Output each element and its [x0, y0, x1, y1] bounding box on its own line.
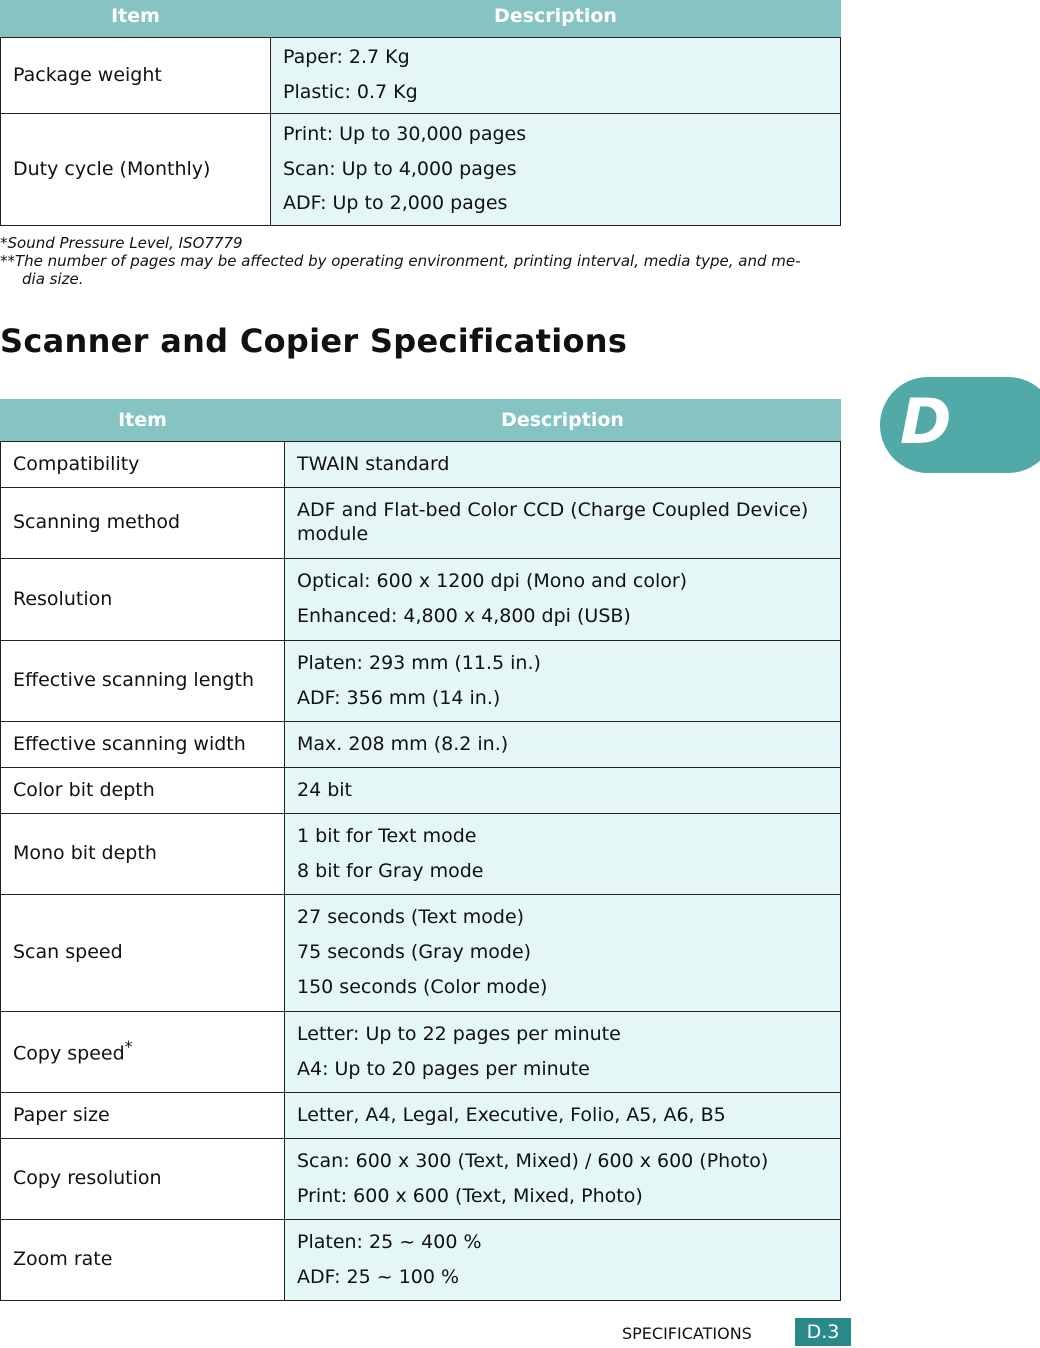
description-line: TWAIN standard: [297, 452, 450, 475]
table-row: [1, 814, 841, 895]
row-item-label: Zoom rate: [1, 1220, 285, 1301]
table-row: [1, 1220, 841, 1301]
header-item: Item: [1, 400, 285, 442]
row-item-label: Resolution: [1, 559, 285, 641]
footer-section-label: [622, 1324, 752, 1343]
table-row: [1, 1012, 841, 1093]
table-row: [1, 1139, 841, 1220]
description-line: Print: Up to 30,000 pages: [283, 122, 527, 145]
row-description: [285, 641, 841, 722]
header-description: Description: [271, 0, 841, 38]
description-line: Platen: 25 ~ 400 %: [297, 1230, 482, 1253]
row-item-label: Duty cycle (Monthly): [1, 114, 271, 226]
description-line: Optical: 600 x 1200 dpi (Mono and color): [297, 570, 688, 593]
chapter-letter: D: [900, 385, 952, 458]
row-item-label: Scanning method: [1, 488, 285, 559]
table-header-row: [1, 0, 841, 38]
row-item-label: Mono bit depth: [1, 814, 285, 895]
row-description: [285, 722, 841, 768]
row-description: [285, 1220, 841, 1301]
row-item-label: Effective scanning width: [1, 722, 285, 768]
row-item-label: Package weight: [1, 38, 271, 114]
page-number-badge: D.3: [795, 1318, 851, 1346]
footnote-sound-pressure: *Sound Pressure Level, ISO7779: [0, 234, 243, 252]
row-item-label: Copy resolution: [1, 1139, 285, 1220]
description-line: Letter: Up to 22 pages per minute: [297, 1022, 621, 1045]
row-description: [285, 814, 841, 895]
row-description: [271, 114, 841, 226]
row-item-label: Compatibility: [1, 442, 285, 488]
table-row: [1, 559, 841, 641]
description-line: Enhanced: 4,800 x 4,800 dpi (USB): [297, 605, 631, 627]
footnote-marker: *: [124, 1037, 133, 1057]
row-item-label: Effective scanning length: [1, 641, 285, 722]
row-description: [271, 38, 841, 114]
description-line: ADF and Flat-bed Color CCD (Charge Coupled Device) module: [297, 499, 809, 545]
row-description: [285, 895, 841, 1012]
description-line: Plastic: 0.7 Kg: [283, 81, 418, 103]
description-line: A4: Up to 20 pages per minute: [297, 1057, 590, 1080]
footnotes: [0, 234, 840, 288]
power-spec-table: [0, 0, 841, 226]
footnote-page-count-continued: dia size.: [22, 270, 84, 288]
scanner-copier-spec-table: [0, 399, 841, 1301]
description-line: ADF: 25 ~ 100 %: [297, 1265, 460, 1288]
description-line: 24 bit: [297, 778, 353, 801]
row-description: [285, 1139, 841, 1220]
row-description: [285, 488, 841, 559]
description-line: Scan: Up to 4,000 pages: [283, 157, 517, 180]
row-description: [285, 442, 841, 488]
description-line: 150 seconds (Color mode): [297, 975, 548, 998]
header-description: Description: [285, 400, 841, 442]
table-row: [1, 768, 841, 814]
row-item-label: Scan speed: [1, 895, 285, 1012]
table-row: [1, 722, 841, 768]
row-item-label: Color bit depth: [1, 768, 285, 814]
footnote-page-count: **The number of pages may be affected by operating environment, printing interval, media type, and me-: [0, 252, 801, 270]
description-line: Print: 600 x 600 (Text, Mixed, Photo): [297, 1184, 643, 1207]
description-line: 27 seconds (Text mode): [297, 906, 525, 929]
description-line: ADF: 356 mm (14 in.): [297, 686, 501, 709]
row-item-label: [1, 1012, 285, 1093]
description-line: Paper: 2.7 Kg: [283, 46, 410, 69]
description-line: Scan: 600 x 300 (Text, Mixed) / 600 x 600 (Photo): [297, 1149, 769, 1172]
row-description: [285, 768, 841, 814]
table-row: [1, 895, 841, 1012]
section-title: Scanner and Copier Specifications: [0, 322, 628, 360]
description-line: 8 bit for Gray mode: [297, 859, 484, 882]
table-row: [1, 1093, 841, 1139]
row-description: [285, 559, 841, 641]
table-row: [1, 442, 841, 488]
description-line: ADF: Up to 2,000 pages: [283, 192, 508, 215]
row-item-label: Paper size: [1, 1093, 285, 1139]
copy-speed-label: Copy speed: [13, 1042, 125, 1065]
table-row: [1, 488, 841, 559]
row-description: [285, 1012, 841, 1093]
table-row: [1, 114, 841, 226]
chapter-tab: [880, 377, 1040, 473]
description-line: 1 bit for Text mode: [297, 824, 477, 847]
table-row: [1, 38, 841, 114]
description-line: Max. 208 mm (8.2 in.): [297, 732, 509, 755]
header-item: Item: [1, 0, 271, 38]
description-line: Platen: 293 mm (11.5 in.): [297, 651, 541, 674]
table-row: [1, 641, 841, 722]
description-line: 75 seconds (Gray mode): [297, 941, 532, 964]
table-header-row: [1, 400, 841, 442]
row-description: [285, 1093, 841, 1139]
footer-label-text: SPECIFICATIONS: [622, 1324, 752, 1343]
description-line: Letter, A4, Legal, Executive, Folio, A5, A6, B5: [297, 1103, 726, 1126]
